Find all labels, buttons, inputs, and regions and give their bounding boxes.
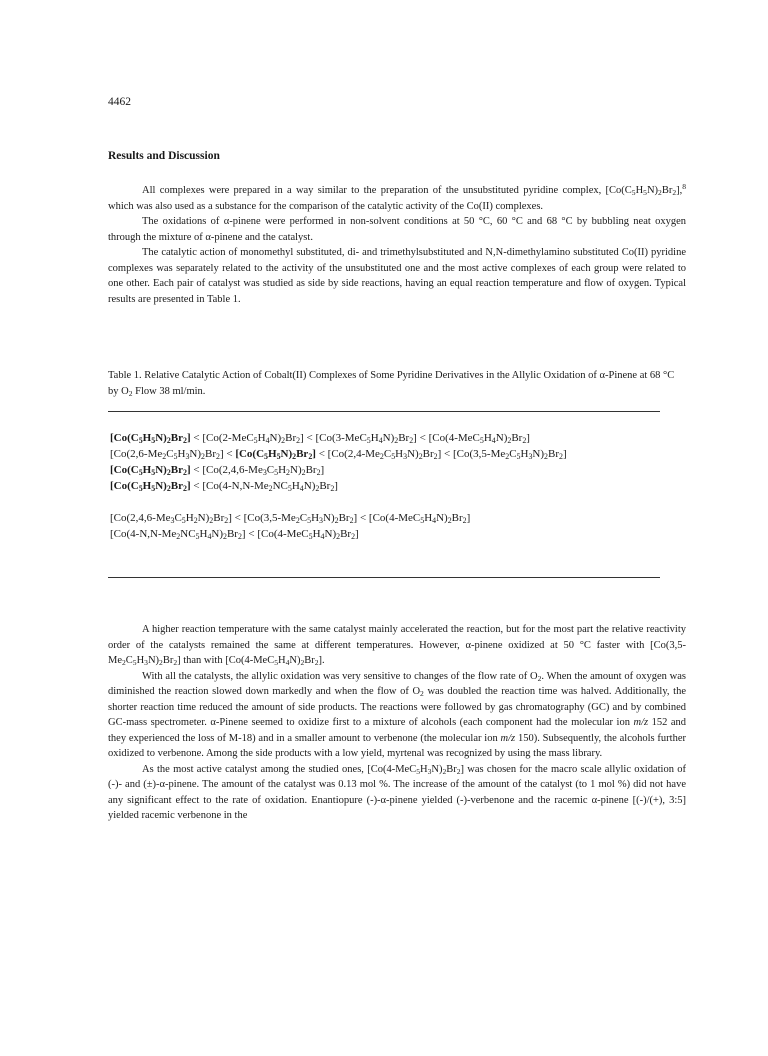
paragraph: As the most active catalyst among the studied ones, $[Co(4-MeC_5H_3N)_2Br_2]$ was chosen for the macro scale allylic oxidation of (-)- and (±)-α-pinene. The amount of the catalyst was 0.13 mol %. The increase of the amount of the catalyst (to 1 mol %) did not have any significant effect to the rate of oxidation. Enantiopure (-)-α-pinene yielded (-)-verbenone and the racemic α-pinene [(-)/(+), 3:5] yielded racemic verbenone in the (108, 763, 686, 821)
paragraph: The oxidations of α-pinene were performed in non-solvent conditions at 50 °C, 60 °C and 68 °C by bubbling neat oxygen through the mixture of α-pinene and the catalyst. (108, 216, 686, 243)
paragraph: The catalytic action of monomethyl substituted, di- and trimethylsubstituted and N,N-dimethylamino substituted Co(II) pyridine complexes was separately related to the activity of the unsubstituted one and the most active complexes of each group were related to one other. Each pair of catalyst was studied as side by side reactions, having an equal reaction temperature and flow of oxygen. Typical results are presented in Table 1. (108, 247, 686, 305)
paragraph: A higher reaction temperature with the same catalyst mainly accelerated the reaction, but for the most part the relative reactivity order of the catalysts remained the same at different temperatures. However, α-pinene oxidized at 50 °C faster with $[Co(3,5-Me_2C_5H_3N)_2Br_2]$ than with $[Co(4-MeC_5H_4N)_2Br_2]$. (108, 624, 686, 667)
table-row: $[Co(C_5H_5N)_2Br_2] < [Co(4-N,N-Me_2NC_5H_4N)_2Br_2]$ (110, 480, 338, 493)
section-heading: Results and Discussion (108, 150, 220, 162)
discussion-section (108, 622, 686, 824)
reference-marker[interactable]: 8 (682, 182, 686, 192)
table-row: $[Co(2,4,6-Me_3C_5H_2N)_2Br_2] < [Co(3,5-Me_2C_5H_3N)_2Br_2] < [Co(4-MeC_5H_4N)_2Br_2]$ (110, 512, 471, 525)
table-bottom-rule (108, 577, 660, 578)
table-top-rule (108, 411, 660, 412)
table-row: $[Co(C_5H_5N)_2Br_2] < [Co(2,4,6-Me_3C_5H_2N)_2Br_2]$ (110, 464, 325, 477)
table-row: $[Co(4-N,N-Me_2NC_5H_4N)_2Br_2] < [Co(4-MeC_5H_4N)_2Br_2]$ (110, 528, 359, 541)
table-body (110, 430, 670, 542)
table-row: $[Co(C_5H_5N)_2Br_2] < [Co(2-MeC_5H_4N)_2Br_2] < [Co(3-MeC_5H_4N)_2Br_2] < [Co(4-MeC_5H_4N)_2Br_2]$ (110, 432, 530, 445)
table-caption: Table 1. Relative Catalytic Action of Cobalt(II) Complexes of Some Pyridine Derivatives in the Allylic Oxidation of α-Pinene at 68 °C by $O_2$ Flow 38 ml/min. (108, 370, 675, 398)
paragraph: All complexes were prepared in a way similar to the preparation of the unsubstituted pyridine complex, $[Co(C_5H_5N)_2Br_2],^8$ which was also used as a substance for the comparison of the catalytic activity of the Co(II) complexes. (108, 182, 686, 212)
paragraph: With all the catalysts, the allylic oxidation was very sensitive to changes of the flow rate of $O_2$. When the amount of oxygen was diminished the reaction slowed down markedly and when the flow of $O_2$ was doubled the reaction time was halved. Additionally, the shorter reaction time reduced the amount of side products. The reactions were followed by gas chromatography (GC) and by combined GC-mass spectrometer. α-Pinene seemed to oxidize first to a mixture of alcohols (each component had the molecular ion m/z 152 and they experienced the loss of M-18) and in a smaller amount to verbenone (the molecular ion m/z 150). Subsequently, the alcohols further oxidized to verbenone. Among the side products with a low yield, myrtenal was recognized by using the mass library. (108, 670, 686, 759)
table-row: $[Co(2,6-Me_2C_5H_3N)_2Br_2] < [Co(C_5H_5N)_2Br_2] < [Co(2,4-Me_2C_5H_3N)_2Br_2] < [Co(3,5-Me_2C_5H_3N)_2Br_2]$ (110, 448, 567, 461)
intro-section (108, 183, 686, 307)
page-number: 4462 (108, 96, 131, 108)
